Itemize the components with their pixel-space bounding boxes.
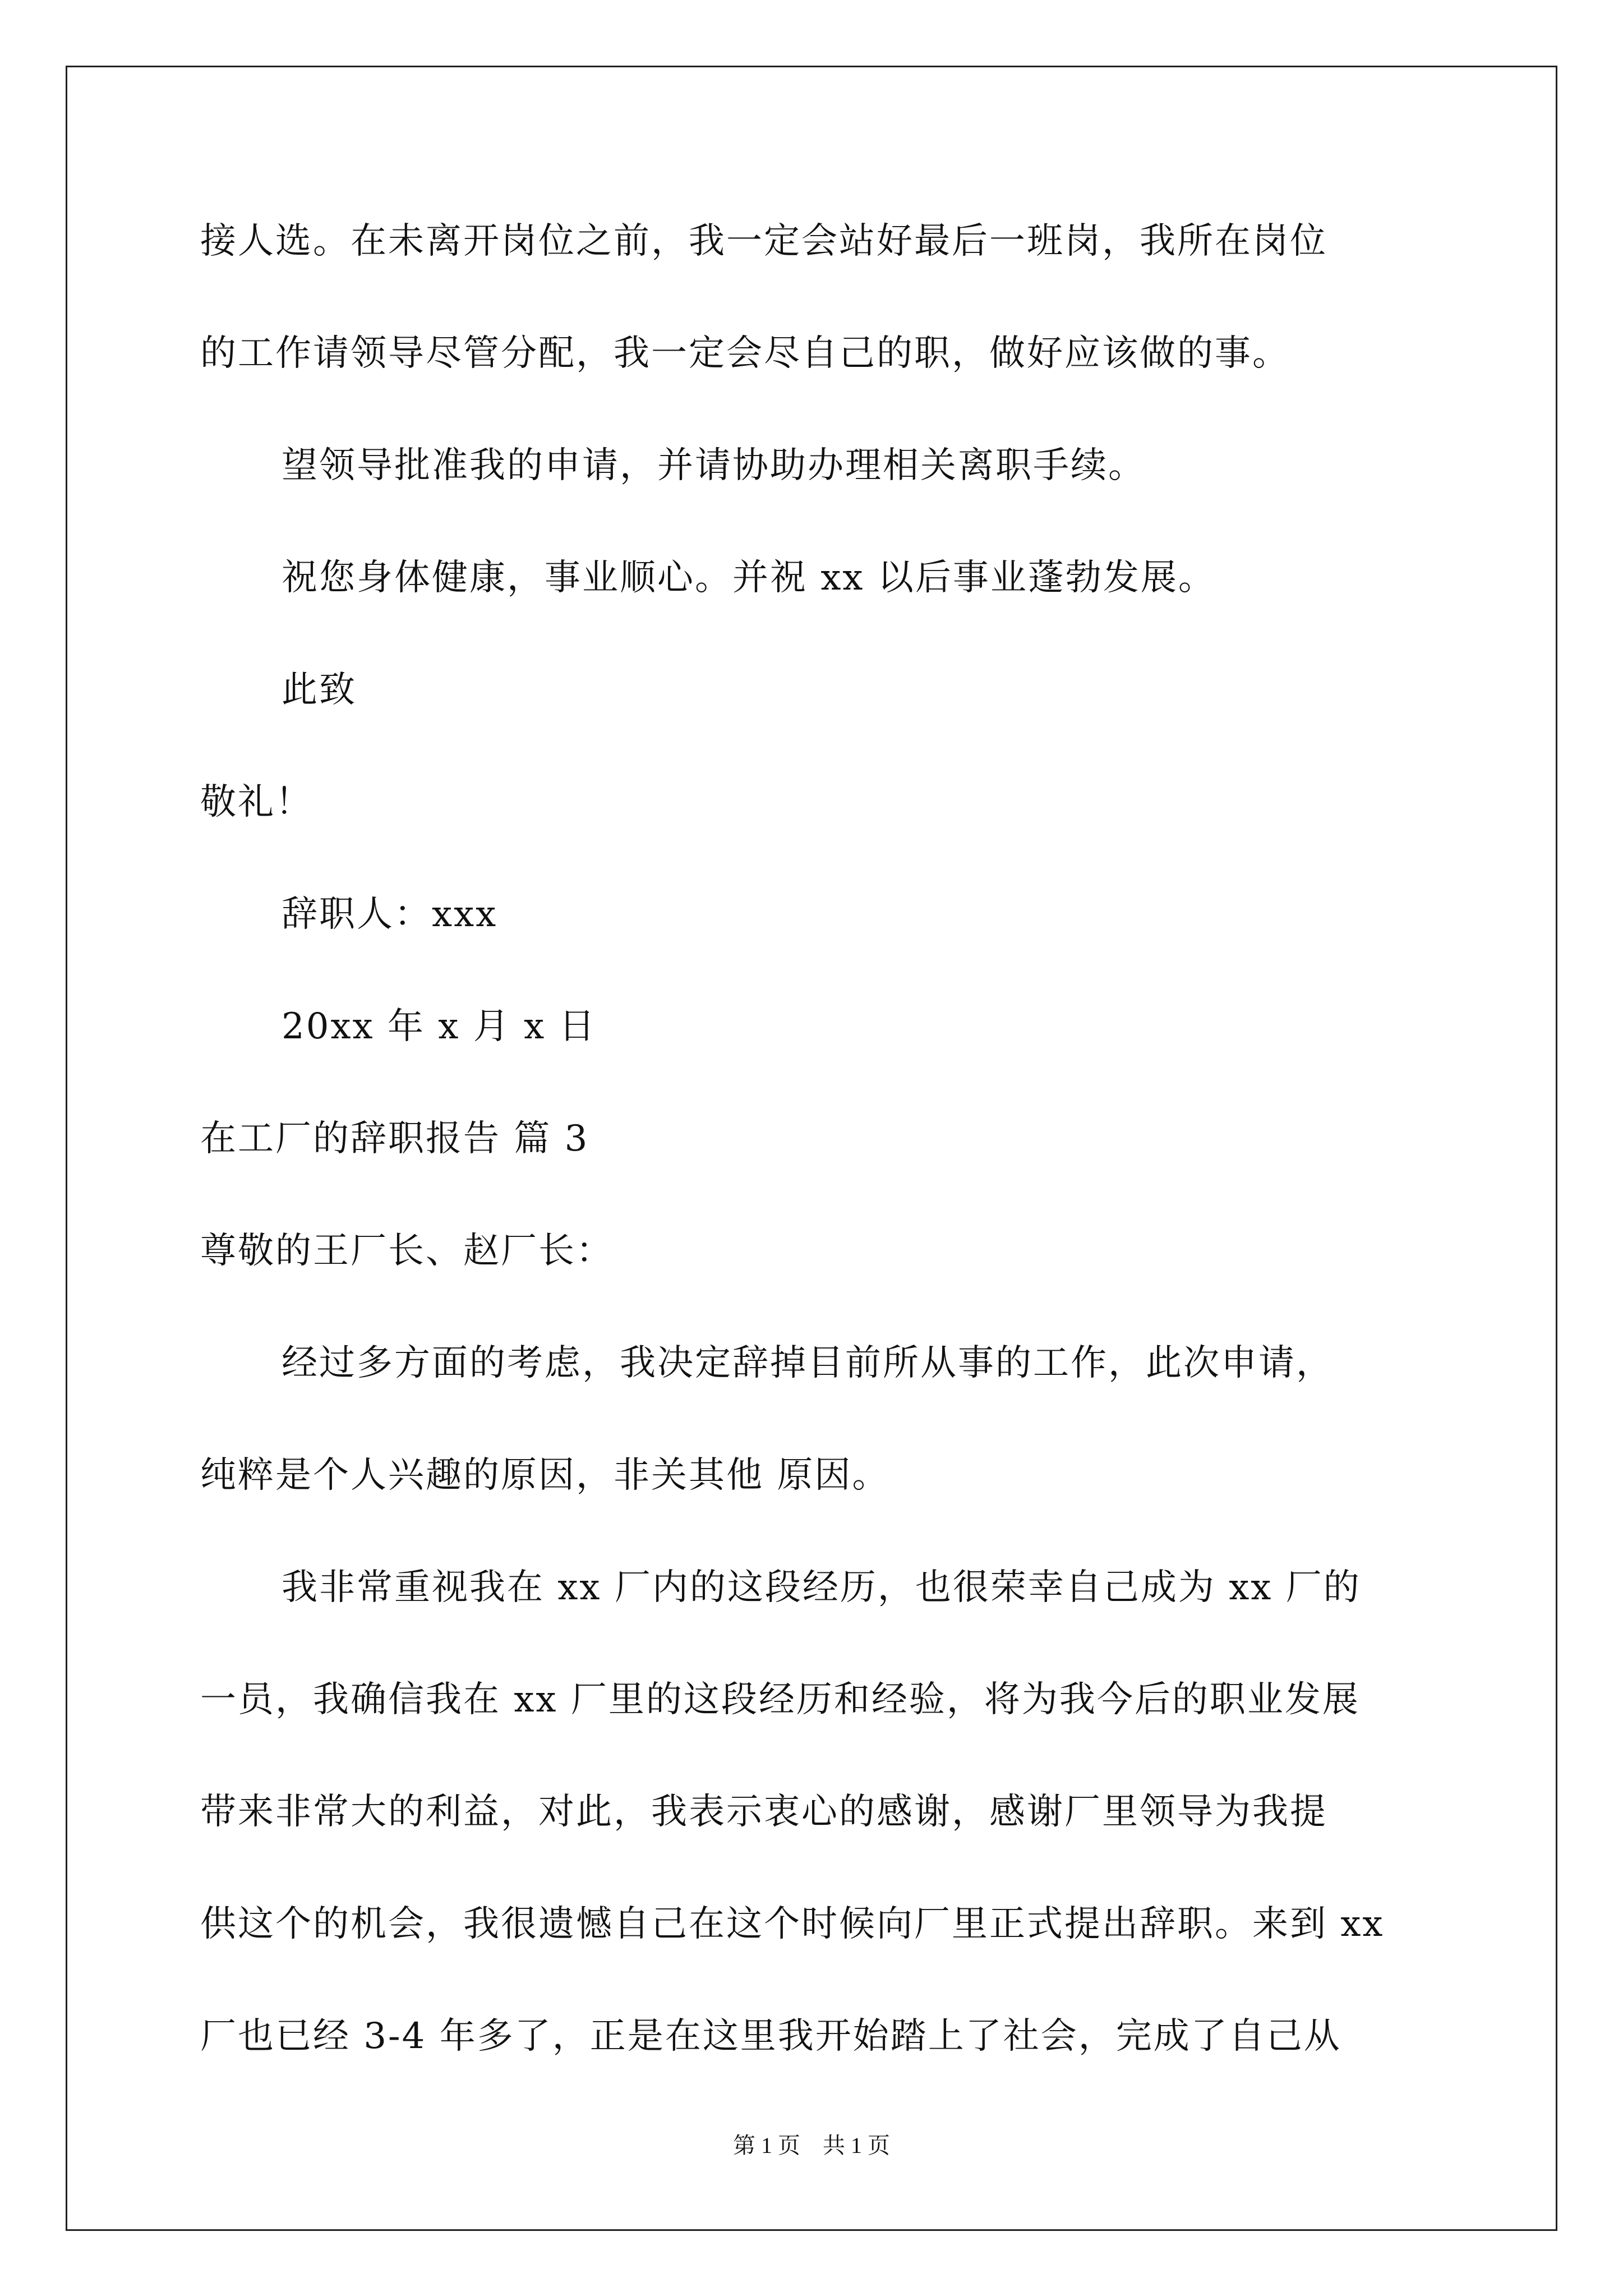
- paragraph-line: 纯粹是个人兴趣的原因，非关其他 原因。: [200, 1455, 890, 1496]
- page-number-footer: 第 1 页 共 1 页: [733, 2133, 890, 2158]
- paragraph-line: 带来非常大的利益，对此，我表示衷心的感谢，感谢厂里领导为我提: [200, 1791, 1327, 1833]
- paragraph-line: 我非常重视我在 xx 厂内的这段经历，也很荣幸自己成为 xx 厂的: [282, 1567, 1361, 1608]
- paragraph-line: 望领导批准我的申请，并请协助办理相关离职手续。: [282, 445, 1146, 486]
- paragraph-line: 一员，我确信我在 xx 厂里的这段经历和经验，将为我今后的职业发展: [200, 1679, 1360, 1720]
- signature-name: 辞职人：xxx: [282, 894, 498, 935]
- paragraph-line: 接人选。在未离开岗位之前，我一定会站好最后一班岗，我所在岗位: [200, 220, 1327, 262]
- paragraph-line: 厂也已经 3-4 年多了，正是在这里我开始踏上了社会，完成了自己从: [200, 2016, 1341, 2057]
- paragraph-line: 的工作请领导尽管分配，我一定会尽自己的职，做好应该做的事。: [200, 333, 1290, 374]
- section-heading: 在工厂的辞职报告 篇 3: [200, 1118, 589, 1159]
- paragraph-line: 经过多方面的考虑，我决定辞掉目前所从事的工作，此次申请，: [282, 1342, 1334, 1384]
- salutation-line: 敬礼！: [200, 781, 313, 823]
- paragraph-line: 供这个的机会，我很遗憾自己在这个时候向厂里正式提出辞职。来到 xx: [200, 1903, 1385, 1945]
- addressee-line: 尊敬的王厂长、赵厂长：: [200, 1230, 614, 1272]
- closing-line: 此致: [282, 669, 357, 711]
- signature-date: 20xx 年 x 月 x 日: [282, 1006, 597, 1047]
- paragraph-line: 祝您身体健康，事业顺心。并祝 xx 以后事业蓬勃发展。: [282, 557, 1216, 599]
